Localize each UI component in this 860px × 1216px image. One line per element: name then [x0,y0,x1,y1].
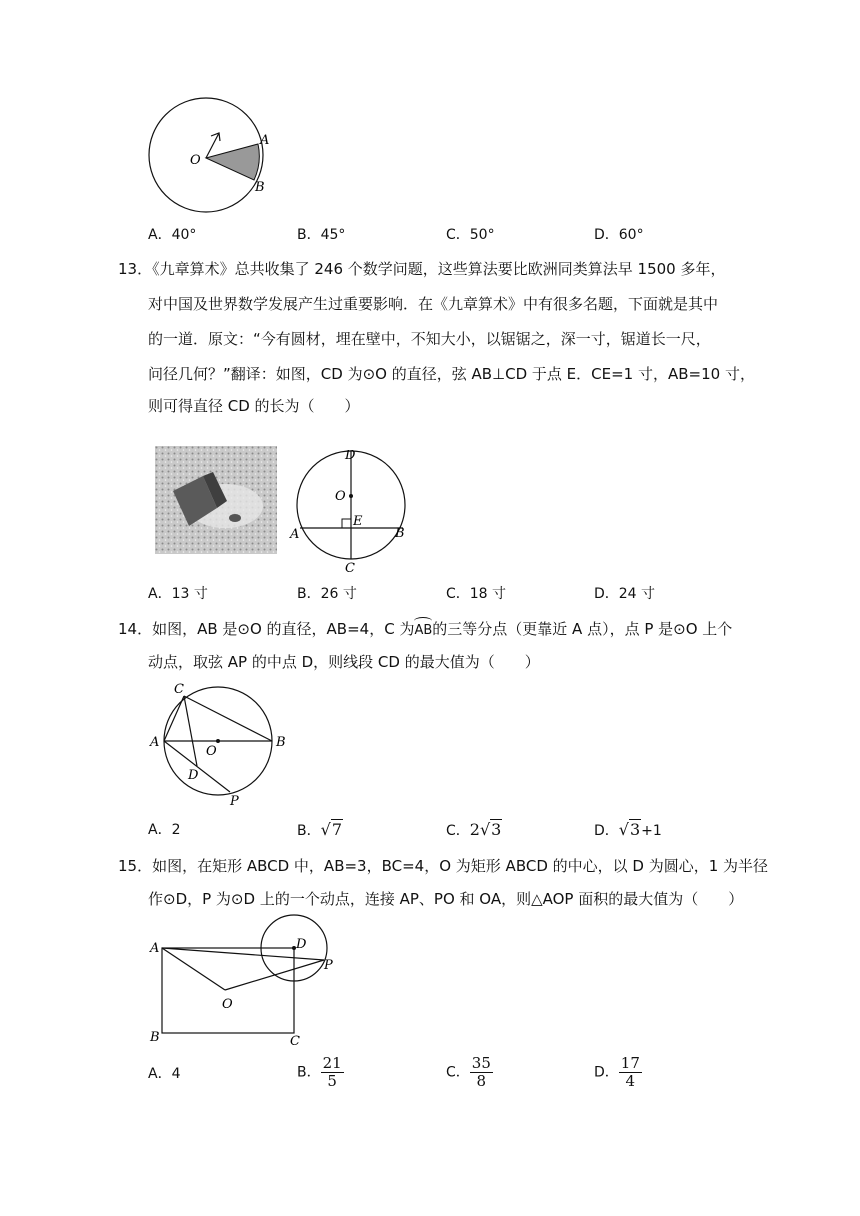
q14-arc-ab: AB [414,621,432,641]
q15-label-o: O [222,997,233,1012]
q13-label-a: A [290,527,300,542]
q13-label-d: D [345,450,356,463]
q14-center-dot [216,739,220,743]
q14-option-a: A．2 [148,822,181,838]
q12-option-c: C．50° [446,227,495,243]
q13-option-b: B．26 寸 [297,586,357,602]
q15-line-2: 作⊙D，P 为⊙D 上的一个动点，连接 AP、PO 和 OA，则△AOP 面积的最大值为（ ） [148,890,744,908]
q14-line-2: 动点，取弦 AP 的中点 D，则线段 CD 的最大值为（ ） [148,653,540,671]
q14-option-c-coef: 2 [469,820,480,839]
q12-option-d: D．60° [594,227,644,243]
q14-option-d-prefix: D． [594,823,619,839]
q12-figure [140,92,280,222]
q14-segment-cd [184,696,197,766]
q15-option-b-numerator: 21 [322,1054,342,1072]
q14-option-c-sqrt: √3 [479,820,502,839]
q13-photo [155,446,277,554]
q15-label-c: C [290,1034,300,1049]
q14-segment-cb [184,696,272,741]
q14-line-1-post: 的三等分点（更靠近 A 点），点 P 是⊙O 上个 [432,620,733,638]
q15-option-c-denominator: 8 [476,1072,487,1090]
q15-segment-op [225,960,324,990]
q14-option-c-prefix: C． [446,823,470,839]
q12-label-b: B [255,180,265,195]
q15-option-c [446,1055,493,1090]
q15-option-b-denominator: 5 [327,1072,337,1090]
q15-option-c-fraction [470,1055,493,1090]
q15-option-b [297,1055,344,1090]
q14-label-c: C [174,682,184,697]
q14-option-b-radicand: 7 [331,820,342,839]
q13-option-d: D．24 寸 [594,586,656,602]
q14-option-d-suffix: +1 [641,823,662,839]
q15-label-b: B [150,1030,160,1045]
q14-option-b-prefix: B． [297,823,321,839]
q14-label-b: B [276,735,286,750]
q13-figure [285,450,415,574]
q12-label-o: O [190,153,201,168]
q15-option-d-prefix: D． [594,1064,619,1081]
q14-option-c [446,820,502,841]
q15-option-d-fraction [619,1055,642,1090]
q12-shaded-sector [206,144,259,180]
q15-option-a: A．4 [148,1066,181,1082]
q14-label-o: O [206,744,217,759]
q14-option-c-radicand: 3 [491,820,502,839]
q13-center-dot [349,494,353,498]
q14-option-d-radicand: 3 [629,820,641,839]
q15-line-1: 15．如图，在矩形 ABCD 中，AB=3，BC=4，O 为矩形 ABCD 的中心，以 D 为圆心，1 为半径 [118,857,769,875]
q13-right-angle [342,519,351,528]
q15-option-c-numerator: 35 [471,1054,491,1072]
q15-option-b-fraction [321,1055,344,1090]
q14-line-1-pre: 14．如图，AB 是⊙O 的直径，AB=4，C 为 [118,620,415,638]
q14-option-b-sqrt: √7 [320,820,342,839]
q14-option-b [297,820,343,841]
q15-label-d: D [296,937,307,952]
q15-label-a: A [150,941,160,956]
q15-option-c-prefix: C． [446,1064,470,1081]
q14-option-d [594,820,662,841]
q13-option-a: A．13 寸 [148,586,208,602]
q13-line-1: 13．《九章算术》总共收集了 246 个数学问题，这些算法要比欧洲同类算法早 1500 多年， [118,260,726,278]
q15-option-d-numerator: 17 [620,1054,640,1072]
q12-arrow [206,133,219,158]
q13-label-o: O [335,489,346,504]
q15-option-d [594,1055,642,1090]
q13-line-2: 对中国及世界数学发展产生过重要影响．在《九章算术》中有很多名题，下面就是其中 [148,295,719,313]
q13-option-c: C．18 寸 [446,586,507,602]
q15-option-b-prefix: B． [297,1064,321,1081]
q14-option-d-sqrt: √3 [618,820,641,839]
q13-label-c: C [345,561,355,574]
q14-label-a: A [150,735,160,750]
q15-figure [146,912,346,1050]
q14-figure [146,678,296,808]
q15-option-d-denominator: 4 [625,1072,636,1090]
q13-label-b: B [395,526,405,541]
q13-line-3: 的一道．原文：“今有圆材，埋在壁中，不知大小，以锯锯之，深一寸，锯道长一尺， [148,330,711,348]
q12-option-a: A．40° [148,227,197,243]
q13-label-e: E [353,514,363,529]
q13-line-5: 则可得直径 CD 的长为（ ） [148,397,360,415]
q12-option-b: B．45° [297,227,346,243]
q15-label-p: P [324,958,333,973]
q14-segment-ca [164,696,184,741]
q14-line-1 [118,619,732,641]
q12-label-a: A [260,133,270,148]
q13-line-4: 问径几何？”翻译：如图，CD 为⊙O 的直径，弦 AB⊥CD 于点 E．CE=1 寸，AB=10 寸， [148,365,755,383]
q14-chord-ap [164,741,230,792]
q14-label-p: P [230,794,239,808]
q14-label-d: D [188,768,199,783]
q15-segment-ao [162,948,225,990]
